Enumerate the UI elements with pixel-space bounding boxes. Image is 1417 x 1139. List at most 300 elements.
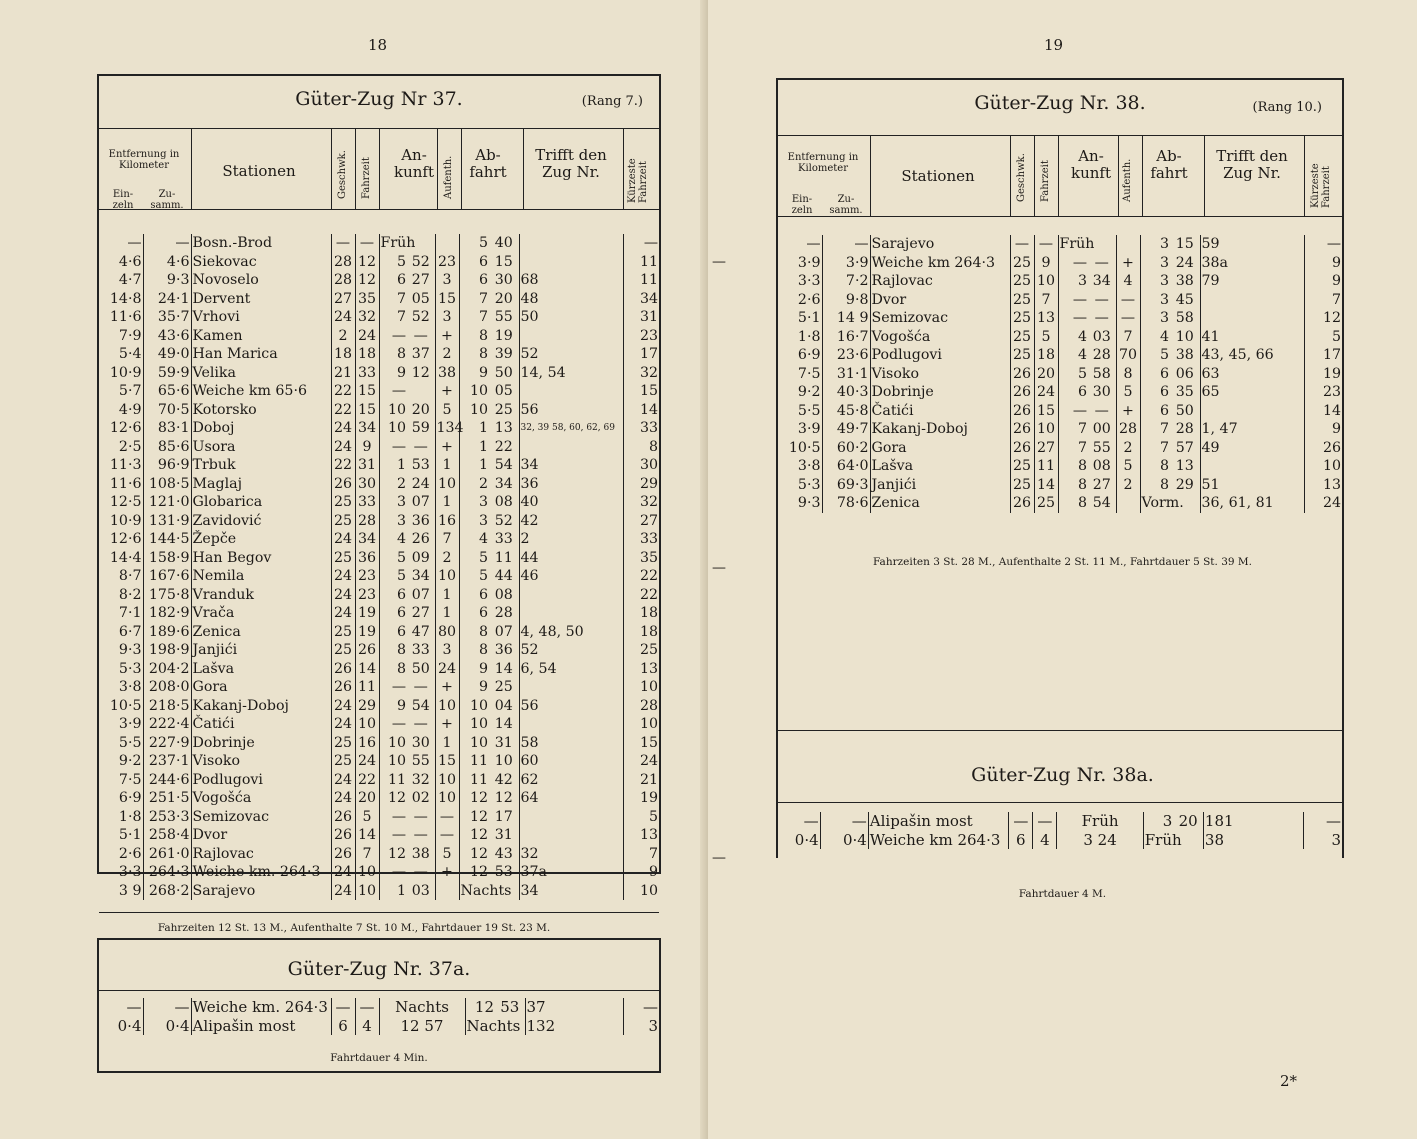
sub-title: Güter-Zug Nr. 38a. <box>971 764 1154 786</box>
cell-fahrzeit: 25 <box>1034 494 1058 513</box>
cell-fahrzeit: 5 <box>355 808 379 827</box>
cell-abfahrt-st: 4 <box>459 530 489 549</box>
cell-trifft <box>519 438 623 457</box>
cell-abfahrt-st: 7 <box>459 290 489 309</box>
cell-abfahrt-m: 36 <box>494 642 513 658</box>
table-row <box>101 419 659 438</box>
cell-aufenth: + <box>435 327 459 346</box>
cell-abfahrt-st: 9 <box>459 660 489 679</box>
table-row <box>101 641 659 660</box>
cell-ankunft-st: 1 <box>379 456 407 475</box>
cell-ankunft-st: 4 <box>1058 346 1088 365</box>
cell-trifft: 62 <box>519 771 623 790</box>
cell-einzeln: 11·6 <box>109 309 142 325</box>
cell-ankunft-m: — <box>1094 291 1109 308</box>
cell-abfahrt-st: 7 <box>459 308 489 327</box>
cell-kurzeste: 5 <box>1304 328 1342 347</box>
cell-ankunft-m: — <box>413 864 428 880</box>
cell-trifft: 37a <box>519 863 623 882</box>
cell-kurzeste: 18 <box>623 604 659 623</box>
header-aufenth: Aufenth. <box>443 155 454 199</box>
cell-ankunft-m: 52 <box>411 253 430 270</box>
rang-label: (Rang 10.) <box>1252 100 1322 115</box>
cell-einzeln: 11·3 <box>109 457 142 473</box>
cell-fahrzeit: 15 <box>355 382 379 401</box>
cell-station: Vrača <box>191 604 331 623</box>
cell-einzeln: 7·1 <box>118 605 142 621</box>
cell-einzeln: 9·3 <box>118 642 142 658</box>
cell-einzeln: 7·5 <box>797 365 821 382</box>
cell-station: Zenica <box>191 623 331 642</box>
cell-aufenth: 7 <box>435 530 459 549</box>
cell-abfahrt-st: 3 <box>1140 254 1170 273</box>
cell-einzeln: 6·7 <box>118 623 142 640</box>
cell-geschwk: 26 <box>1010 439 1034 458</box>
cell-geschwk: 25 <box>1010 272 1034 291</box>
cell-geschwk: 26 <box>1010 365 1034 384</box>
cell-abfahrt-m: 40 <box>494 235 513 251</box>
cell-station: Siekovac <box>191 253 331 272</box>
cell-fahrzeit: — <box>1033 812 1057 831</box>
table-row <box>780 365 1342 384</box>
cell-zusammen: 182·9 <box>143 604 191 623</box>
cell-ankunft-m: — <box>413 827 428 843</box>
cell-einzeln: 6·9 <box>797 347 821 363</box>
cell-geschwk: — <box>331 998 355 1017</box>
cell-abfahrt-st: 3 <box>1140 309 1170 328</box>
cell-zusammen: 24·1 <box>143 290 191 309</box>
table-row <box>780 439 1342 458</box>
cell-kurzeste: 34 <box>623 290 659 309</box>
cell-geschwk: 25 <box>331 493 355 512</box>
cell-trifft: 68 <box>519 271 623 290</box>
cell-geschwk: 24 <box>331 882 355 901</box>
cell-einzeln: 10·9 <box>109 364 142 381</box>
cell-zusammen: 40·3 <box>822 383 870 402</box>
cell-zusammen: 59·9 <box>143 364 191 383</box>
cell-trifft <box>519 826 623 845</box>
cell-fahrzeit: 14 <box>1034 476 1058 495</box>
cell-abfahrt-m: 06 <box>1175 365 1194 382</box>
cell-abfahrt-m: 55 <box>494 309 513 325</box>
cell-ankunft-m: 24 <box>411 475 430 492</box>
cell-abfahrt-m: 05 <box>494 383 513 399</box>
cell-kurzeste: 22 <box>623 567 659 586</box>
cell-einzeln: 8·7 <box>118 568 142 584</box>
cell-aufenth: 1 <box>435 586 459 605</box>
cell-ankunft-st: 9 <box>379 364 407 383</box>
cell-station: Lašva <box>870 457 1010 476</box>
cell-geschwk: 22 <box>331 382 355 401</box>
cell-aufenth: 10 <box>435 475 459 494</box>
cell-fahrzeit: 12 <box>355 271 379 290</box>
cell-station: Globarica <box>191 493 331 512</box>
timetable-rows <box>101 234 659 900</box>
cell-abfahrt-st: 4 <box>1140 328 1170 347</box>
cell-ankunft-st: — <box>1058 254 1088 273</box>
cell-zusammen: 96·9 <box>143 456 191 475</box>
table-row <box>101 253 659 272</box>
cell-geschwk: 25 <box>331 752 355 771</box>
cell-fahrzeit: 24 <box>355 752 379 771</box>
cell-zusammen: 131·9 <box>143 512 191 531</box>
cell-abfahrt-m: 50 <box>1175 402 1194 419</box>
cell-abfahrt-m: 24 <box>1175 254 1194 271</box>
cell-trifft <box>519 327 623 346</box>
cell-aufenth: 70 <box>1116 346 1140 365</box>
cell-fahrzeit: 4 <box>1033 831 1057 850</box>
cell-zusammen: 251·5 <box>143 789 191 808</box>
cell-fahrzeit: 15 <box>355 401 379 420</box>
cell-einzeln: 10·9 <box>109 512 142 529</box>
cell-ankunft-m: 58 <box>1092 365 1111 382</box>
cell-fahrzeit: 10 <box>1034 272 1058 291</box>
cell-zusammen: 227·9 <box>143 734 191 753</box>
cell-kurzeste: 24 <box>1304 494 1342 513</box>
cell-kurzeste: 9 <box>623 863 659 882</box>
cell-abfahrt-m: 31 <box>494 734 513 751</box>
cell-station: Semizovac <box>191 808 331 827</box>
cell-trifft <box>519 234 623 253</box>
cell-kurzeste: 13 <box>623 660 659 679</box>
cell-geschwk: 25 <box>1010 346 1034 365</box>
cell-fahrzeit: 35 <box>355 290 379 309</box>
cell-ankunft-m: 52 <box>411 309 430 325</box>
cell-abfahrt-st: Früh <box>1144 830 1182 849</box>
cell-fahrzeit: 11 <box>1034 457 1058 476</box>
cell-trifft <box>519 586 623 605</box>
cell-ankunft-st: — <box>379 327 407 346</box>
cell-abfahrt-st: 3 <box>459 493 489 512</box>
cell-fahrzeit: 10 <box>355 715 379 734</box>
cell-aufenth: 3 <box>435 641 459 660</box>
cell-trifft <box>519 382 623 401</box>
cell-geschwk: 24 <box>331 308 355 327</box>
cell-ankunft-st: — <box>1058 309 1088 328</box>
cell-aufenth <box>1116 235 1140 254</box>
cell-trifft: 52 <box>519 641 623 660</box>
cell-ankunft-m: 32 <box>411 771 430 788</box>
cell-fahrzeit: 18 <box>355 345 379 364</box>
header-fahrzeit: Fahrzeit <box>1040 160 1051 202</box>
cell-zusammen: 4·6 <box>143 253 191 272</box>
cell-aufenth: 2 <box>1116 439 1140 458</box>
cell-kurzeste: 14 <box>1304 402 1342 421</box>
cell-abfahrt-m: 50 <box>494 364 513 381</box>
cell-station: Maglaj <box>191 475 331 494</box>
cell-kurzeste: 33 <box>623 530 659 549</box>
cell-abfahrt-m: 10 <box>494 753 513 769</box>
cell-fahrzeit: 32 <box>355 308 379 327</box>
table-row <box>101 586 659 605</box>
cell-trifft: 49 <box>1200 439 1304 458</box>
cell-abfahrt-m: 14 <box>494 716 513 732</box>
cell-einzeln: — <box>806 236 821 252</box>
cell-trifft <box>1200 309 1304 328</box>
cell-aufenth: 5 <box>435 845 459 864</box>
cell-ankunft-m: 54 <box>1092 495 1111 511</box>
cell-trifft <box>519 678 623 697</box>
cell-geschwk: 24 <box>331 604 355 623</box>
cell-trifft: 34 <box>519 882 623 901</box>
cell-fahrzeit: 14 <box>355 826 379 845</box>
cell-abfahrt-st: 12 <box>459 826 489 845</box>
cell-ankunft-m: 33 <box>411 642 430 658</box>
cell-ankunft-st: 10 <box>379 734 407 753</box>
cell-trifft: 41 <box>1200 328 1304 347</box>
footer-37: Fahrzeiten 12 St. 13 M., Aufenthalte 7 St. 10 M., Fahrtdauer 19 St. 23 M. <box>157 922 551 934</box>
cell-zusammen: 121·0 <box>143 493 191 512</box>
cell-abfahrt-m: 15 <box>1175 236 1194 252</box>
timetable-rows <box>780 235 1342 513</box>
cell-abfahrt-st: 6 <box>459 271 489 290</box>
cell-einzeln: 9·2 <box>118 753 142 769</box>
cell-geschwk: 18 <box>331 345 355 364</box>
cell-geschwk: 2 <box>331 327 355 346</box>
cell-zusammen: — <box>143 998 191 1017</box>
cell-ankunft-m: 07 <box>411 586 430 603</box>
cell-abfahrt-st: 6 <box>1140 365 1170 384</box>
cell-einzeln: 3·3 <box>118 864 142 880</box>
cell-station: Janjići <box>870 476 1010 495</box>
cell-trifft: 59 <box>1200 235 1304 254</box>
cell-geschwk: 26 <box>331 808 355 827</box>
cell-abfahrt-m: 28 <box>494 605 513 621</box>
cell-geschwk: 25 <box>331 549 355 568</box>
table-row <box>101 530 659 549</box>
cell-kurzeste: 3 <box>623 1017 659 1036</box>
cell-zusammen: 43·6 <box>143 327 191 346</box>
cell-ankunft-st: 2 <box>379 475 407 494</box>
cell-abfahrt-m: 35 <box>1175 384 1194 400</box>
cell-kurzeste: 10 <box>1304 457 1342 476</box>
cell-abfahrt-m: 11 <box>494 549 513 566</box>
cell-fahrzeit: 27 <box>1034 439 1058 458</box>
cell-einzeln: 3·8 <box>797 458 821 474</box>
cell-zusammen: — <box>822 235 870 254</box>
cell-station: Weiche km 264·3 <box>870 254 1010 273</box>
table-row <box>101 697 659 716</box>
cell-fahrzeit: 29 <box>355 697 379 716</box>
cell-station: Weiche km. 264·3 <box>191 998 331 1017</box>
cell-trifft <box>519 808 623 827</box>
cell-fahrzeit: — <box>355 234 379 253</box>
cell-kurzeste: 18 <box>623 623 659 642</box>
cell-fahrzeit: 33 <box>355 493 379 512</box>
cell-ankunft-m: 55 <box>1092 439 1111 456</box>
cell-trifft: 50 <box>519 308 623 327</box>
cell-abfahrt-st: 3 <box>1140 291 1170 310</box>
cell-ankunft-m: 09 <box>411 549 430 566</box>
cell-zusammen: 167·6 <box>143 567 191 586</box>
cell-ankunft-st: — <box>1058 402 1088 421</box>
cell-geschwk: 25 <box>1010 309 1034 328</box>
cell-ankunft-m: 26 <box>411 531 430 547</box>
cell-trifft: 6, 54 <box>519 660 623 679</box>
cell-zusammen: 9·3 <box>143 271 191 290</box>
cell-fahrzeit: — <box>355 998 379 1017</box>
cell-zusammen: 14 9 <box>822 309 870 328</box>
cell-fahrzeit: 10 <box>355 863 379 882</box>
cell-einzeln: 4·9 <box>118 401 142 418</box>
cell-abfahrt-m: 53 <box>500 998 520 1016</box>
cell-geschwk: 24 <box>331 697 355 716</box>
cell-ankunft-m: 20 <box>411 401 430 418</box>
cell-abfahrt-st: 6 <box>459 586 489 605</box>
cell-abfahrt-st: 6 <box>459 604 489 623</box>
cell-zusammen: 7·2 <box>822 272 870 291</box>
cell-abfahrt-st: Nachts <box>460 882 512 899</box>
cell-fahrzeit: 9 <box>1034 254 1058 273</box>
cell-aufenth: 2 <box>435 549 459 568</box>
table-row <box>101 734 659 753</box>
cell-kurzeste: 9 <box>1304 420 1342 439</box>
cell-station: Kotorsko <box>191 401 331 420</box>
cell-station: Semizovac <box>870 309 1010 328</box>
cell-ankunft-st: 7 <box>379 308 407 327</box>
cell-geschwk: 25 <box>331 512 355 531</box>
cell-aufenth: — <box>435 808 459 827</box>
cell-aufenth: — <box>1116 291 1140 310</box>
cell-abfahrt-st: 12 <box>459 808 489 827</box>
cell-geschwk: 25 <box>1010 328 1034 347</box>
cell-aufenth: 38 <box>435 364 459 383</box>
cell-zusammen: 144·5 <box>143 530 191 549</box>
cell-station: Rajlovac <box>191 845 331 864</box>
cell-ankunft: 12 57 <box>379 1017 465 1036</box>
cell-ankunft-m <box>407 382 435 401</box>
cell-ankunft-m: — <box>413 679 428 695</box>
cell-fahrzeit: 22 <box>355 771 379 790</box>
cell-ankunft-m: 55 <box>411 753 430 769</box>
cell-abfahrt-m: 38 <box>1175 273 1194 289</box>
cell-aufenth: 1 <box>435 456 459 475</box>
table-row <box>101 456 659 475</box>
cell-abfahrt-st: 2 <box>459 475 489 494</box>
cell-abfahrt-m: 34 <box>494 475 513 492</box>
cell-abfahrt-m: 10 <box>1175 328 1194 345</box>
cell-zusammen: 175·8 <box>143 586 191 605</box>
cell-abfahrt-st: 12 <box>459 789 489 808</box>
table-row <box>780 420 1342 439</box>
table-title: Güter-Zug Nr. 38. <box>974 92 1146 114</box>
cell-ankunft-m: 37 <box>411 346 430 362</box>
cell-abfahrt-m: 17 <box>494 808 513 825</box>
cell-station: Kamen <box>191 327 331 346</box>
cell-zusammen: 78·6 <box>822 494 870 513</box>
cell-fahrzeit: 26 <box>355 641 379 660</box>
cell-station: Vogošća <box>870 328 1010 347</box>
cell-geschwk: 24 <box>331 586 355 605</box>
table-row <box>101 660 659 679</box>
left-page <box>0 0 708 1139</box>
cell-ankunft-m: 05 <box>411 290 430 307</box>
table-row <box>101 345 659 364</box>
cell-kurzeste: 17 <box>1304 346 1342 365</box>
cell-ankunft-st: 10 <box>379 752 407 771</box>
cell-geschwk: 26 <box>1010 383 1034 402</box>
cell-zusammen: 49·0 <box>143 345 191 364</box>
cell-zusammen: 198·9 <box>143 641 191 660</box>
cell-aufenth <box>435 234 459 253</box>
cell-trifft: 64 <box>519 789 623 808</box>
cell-trifft <box>519 253 623 272</box>
cell-aufenth: 5 <box>435 401 459 420</box>
table-row <box>780 383 1342 402</box>
cell-ankunft-m: 07 <box>411 494 430 510</box>
header-distance: Entfernung in Kilometer <box>108 149 180 171</box>
cell-kurzeste: 21 <box>623 771 659 790</box>
header-stations: Stationen <box>901 167 975 185</box>
cell-ankunft-st: 3 <box>379 512 407 531</box>
cell-zusammen: 85·6 <box>143 438 191 457</box>
cell-ankunft-st: — <box>1058 291 1088 310</box>
cell-abfahrt-st: 12 <box>459 845 489 864</box>
cell-kurzeste: 13 <box>1304 476 1342 495</box>
cell-zusammen: 218·5 <box>143 697 191 716</box>
header-zusammen: Zu-samm. <box>829 194 863 216</box>
cell-kurzeste: 28 <box>623 697 659 716</box>
cell-geschwk: 25 <box>1010 254 1034 273</box>
cell-ankunft-m: 36 <box>411 512 430 529</box>
cell-einzeln: 0·4 <box>117 1016 142 1035</box>
cell-station: Visoko <box>870 365 1010 384</box>
table-row <box>101 1017 659 1036</box>
cell-station: Zavidović <box>191 512 331 531</box>
cell-trifft <box>1200 457 1304 476</box>
cell-geschwk: 21 <box>331 364 355 383</box>
cell-kurzeste: 11 <box>623 271 659 290</box>
header-trifft: Trifft den Zug Nr. <box>535 146 607 181</box>
cell-abfahrt-st: 5 <box>459 234 489 253</box>
cell-ankunft-st: 8 <box>1058 476 1088 495</box>
cell-abfahrt-st: 3 <box>459 512 489 531</box>
cell-zusammen: 0·4 <box>820 831 868 850</box>
timetable-38 <box>776 78 1344 858</box>
cell-fahrzeit: 7 <box>355 845 379 864</box>
cell-abfahrt-st: 12 <box>465 998 495 1017</box>
cell-aufenth: 10 <box>435 567 459 586</box>
cell-fahrzeit: 10 <box>355 882 379 901</box>
cell-zusammen: 23·6 <box>822 346 870 365</box>
cell-abfahrt-st: 8 <box>459 641 489 660</box>
cell-abfahrt-st: 6 <box>459 253 489 272</box>
cell-zusammen: 3·9 <box>822 254 870 273</box>
cell-station: Podlugovi <box>870 346 1010 365</box>
cell-geschwk: — <box>331 234 355 253</box>
cell-aufenth: 2 <box>435 345 459 364</box>
cell-ankunft-st: 5 <box>379 549 407 568</box>
cell-zusammen: 261·0 <box>143 845 191 864</box>
cell-ankunft-st: 1 <box>379 882 407 901</box>
cell-station: Dvor <box>191 826 331 845</box>
table-row <box>101 234 659 253</box>
cell-geschwk: 26 <box>1010 420 1034 439</box>
table-row <box>101 752 659 771</box>
cell-zusammen: 253·3 <box>143 808 191 827</box>
cell-aufenth: 7 <box>1116 328 1140 347</box>
cell-trifft: 48 <box>519 290 623 309</box>
cell-ankunft-st: 10 <box>379 419 407 438</box>
cell-ankunft-st: — <box>379 863 407 882</box>
cell-kurzeste: — <box>623 998 659 1017</box>
cell-ankunft-m: 34 <box>1092 273 1111 289</box>
cell-ankunft-m: 27 <box>411 272 430 288</box>
cell-station: Sarajevo <box>191 882 331 901</box>
cell-abfahrt-m: 28 <box>1175 421 1194 437</box>
sub-title: Güter-Zug Nr. 37a. <box>287 958 471 980</box>
cell-ankunft-m: — <box>413 327 428 344</box>
